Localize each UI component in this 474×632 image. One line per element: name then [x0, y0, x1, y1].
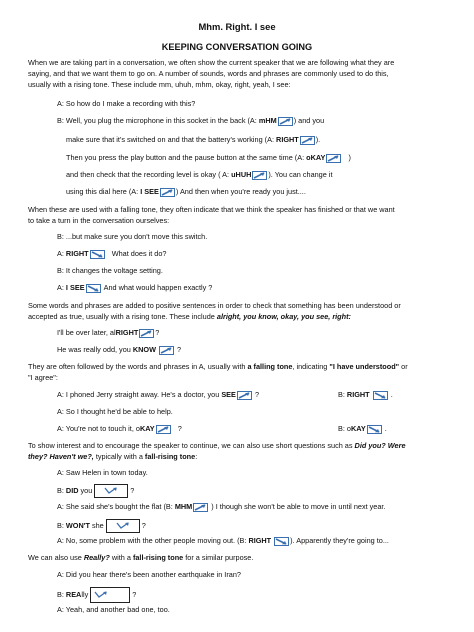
falling-arrow-icon — [373, 391, 388, 400]
paragraph-line: they? Haven't we?, typically with a fall-rising tone: — [28, 452, 198, 461]
dialogue-line: A: You're not to touch it, oKAY ? — [57, 424, 182, 433]
fall-rise-arrow-icon — [94, 484, 128, 498]
rising-arrow-icon — [160, 188, 175, 197]
paragraph-line: to take a turn in the conversation ourselves: — [28, 216, 170, 225]
fall-rise-arrow-icon — [106, 519, 140, 533]
intro-line-3: usually with a rising tone. These include mm, uhuh, mhm, okay, right, yeah, I see: — [28, 80, 291, 89]
rising-arrow-icon — [278, 117, 293, 126]
fall-rise-arrow-icon — [90, 587, 130, 603]
page-title: Mhm. Right. I see — [198, 21, 276, 32]
dialogue-line: A: She said she's bought the flat (B: MHM ) I though she won't be able to move in until next year. — [57, 502, 386, 511]
dialogue-line: B: RIGHT . — [338, 390, 393, 399]
rising-arrow-icon — [159, 346, 174, 355]
dialogue-line: using this dial here (A: I SEE ) And then when you're ready you just.... — [66, 187, 306, 196]
dialogue-line: make sure that it's switched on and that the battery's working (A: RIGHT ). — [66, 135, 321, 144]
page-subtitle: KEEPING CONVERSATION GOING — [161, 42, 313, 52]
falling-arrow-icon — [367, 425, 382, 434]
dialogue-line: A: I phoned Jerry straight away. He's a doctor, you SEE ? — [57, 390, 260, 399]
dialogue-line: B: REAlly ? — [57, 587, 136, 603]
paragraph-line: "I agree": — [28, 373, 58, 382]
dialogue-line: B: WON'T she ? — [57, 519, 146, 533]
dialogue-line: A: Saw Helen in town today. — [57, 468, 148, 477]
rising-arrow-icon — [300, 136, 315, 145]
falling-arrow-icon — [274, 537, 289, 546]
dialogue-line: B: DID you ? — [57, 484, 134, 498]
dialogue-line: A: So how do I make a recording with this? — [57, 99, 196, 108]
dialogue-line: A: Yeah, and another bad one, too. — [57, 605, 170, 614]
rising-arrow-icon — [237, 391, 252, 400]
dialogue-line: B: oKAY . — [338, 424, 387, 433]
paragraph-line: We can also use Really? with a fall-rising tone for a similar purpose. — [28, 553, 254, 562]
falling-arrow-icon — [86, 284, 101, 293]
rising-arrow-icon — [139, 329, 154, 338]
dialogue-line: A: So I thought he'd be able to help. — [57, 407, 173, 416]
intro-line-1: When we are taking part in a conversation, we often show the current speaker that we are following what they are — [28, 58, 395, 67]
dialogue-line: A: RIGHT What does it do? — [57, 249, 167, 258]
paragraph-line: They are often followed by the words and phrases in A, usually with a falling tone, indicating "I have understood" or — [28, 362, 408, 371]
dialogue-line: A: I SEE And what would happen exactly ? — [57, 283, 213, 292]
dialogue-line: Then you press the play button and the pause button at the same time (A: oKAY ) — [66, 153, 351, 162]
paragraph-line: To show interest and to encourage the speaker to continue, we can also use short questions such as Did you? Were — [28, 441, 406, 450]
rising-arrow-icon — [326, 154, 341, 163]
dialogue-line: B: ...but make sure you don't move this switch. — [57, 232, 208, 241]
paragraph-line: Some words and phrases are added to positive sentences in order to check that something has been understood or — [28, 301, 401, 310]
rising-arrow-icon — [156, 425, 171, 434]
paragraph-line: accepted as true, usually with a rising tone. These include alright, you know, okay, you see, right: — [28, 312, 351, 321]
dialogue-line: A: Did you hear there's been another earthquake in Iran? — [57, 570, 241, 579]
dialogue-line: B: Well, you plug the microphone in this socket in the back (A: mHM ) and you — [57, 116, 325, 125]
paragraph-line: When these are used with a falling tone, they often indicate that we think the speaker has finished or that we want — [28, 205, 395, 214]
falling-arrow-icon — [90, 250, 105, 259]
dialogue-line: and then check that the recording level is okay ( A: uHUH ). You can change it — [66, 170, 333, 179]
rising-arrow-icon — [252, 171, 267, 180]
intro-line-2: saying, and that we want them to go on. A number of sounds, words and phrases are commonly used to do this, — [28, 69, 389, 78]
dialogue-line: B: It changes the voltage setting. — [57, 266, 163, 275]
dialogue-line: A: No, some problem with the other people moving out. (B: RIGHT ). Apparently they're going to... — [57, 536, 389, 545]
rising-arrow-icon — [193, 503, 208, 512]
example-line: He was really odd, you KNOW ? — [57, 345, 182, 354]
example-line: I'll be over later, alRIGHT ? — [57, 328, 160, 337]
